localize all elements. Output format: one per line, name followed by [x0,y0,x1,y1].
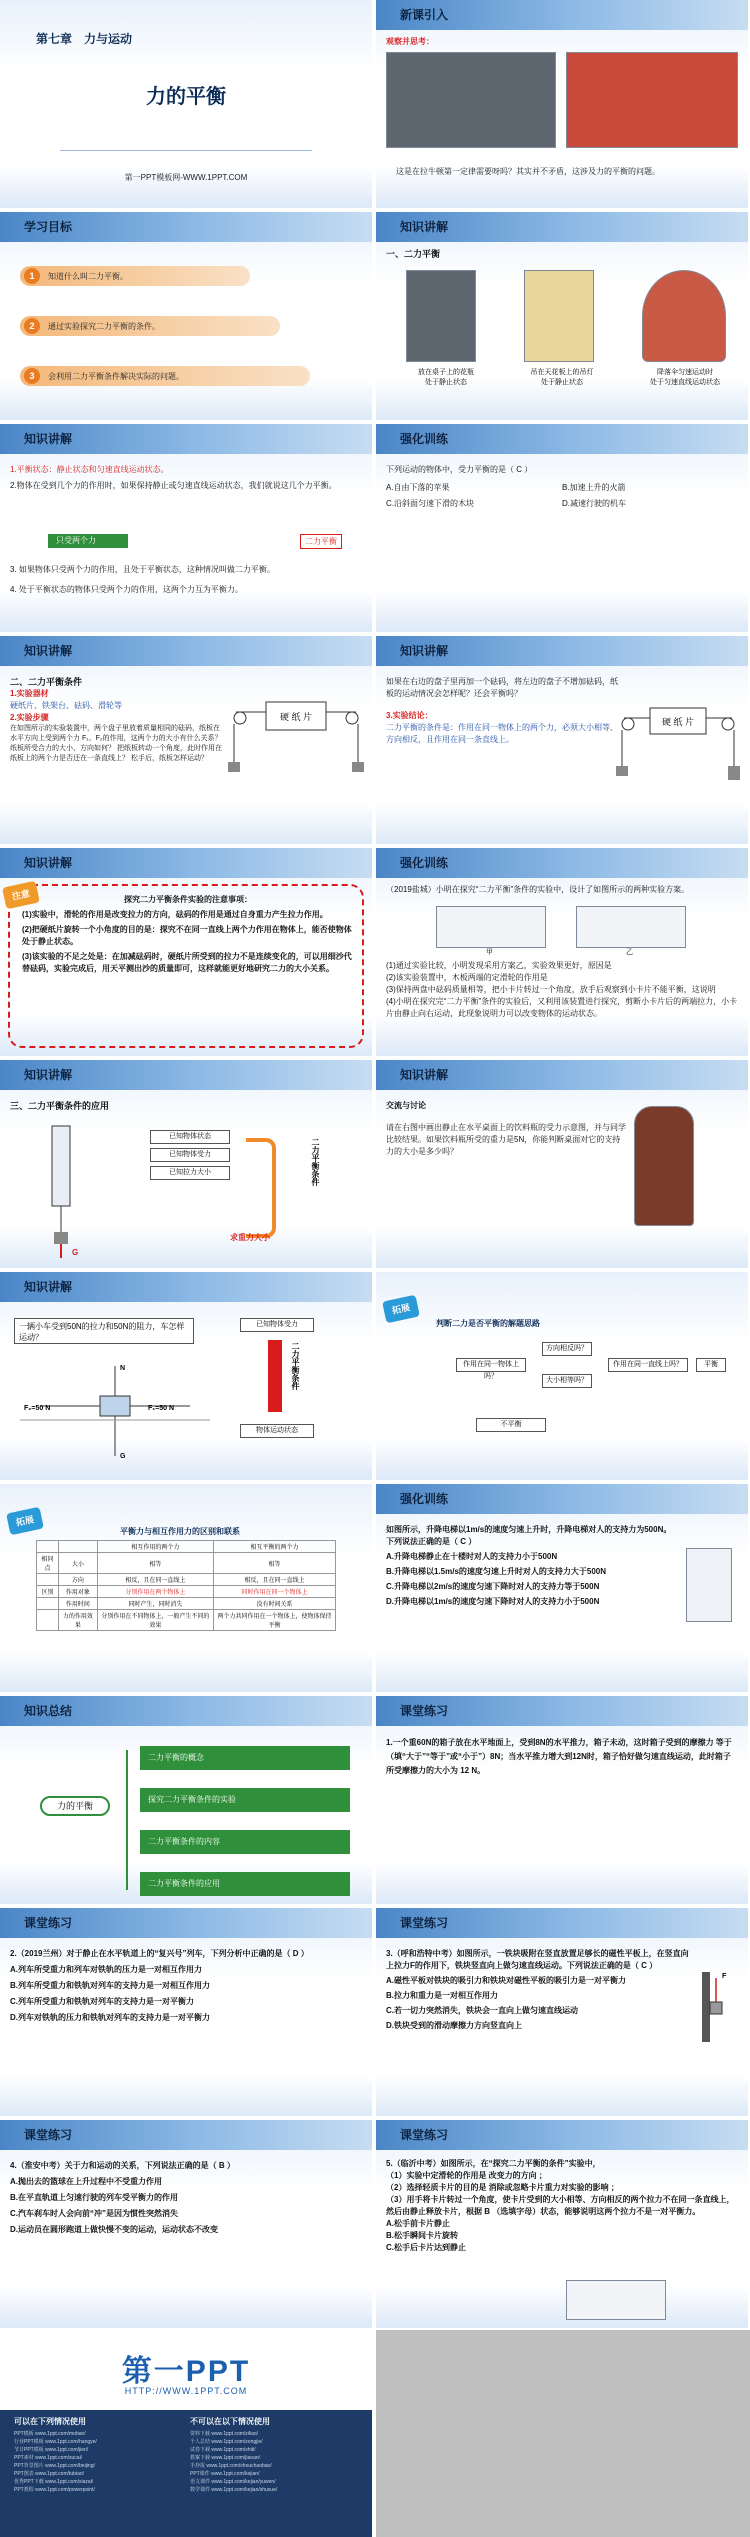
table-row [37,1586,336,1598]
label: 2.实验步骤 [10,713,49,722]
footer-link[interactable]: 行业PPT模板 www.1ppt.com/hangye/ [14,2439,97,2445]
cover-title: 力的平衡 [146,86,226,108]
goal-text: 知道什么叫二力平衡。 [48,272,128,281]
option: B.在平直轨道上匀速行驶的列车受平衡力的作用 [10,2193,178,2202]
force-label: F [722,1973,727,1980]
goal-item [20,266,250,286]
footer-link[interactable]: PPT模板 www.1ppt.com/moban/ [14,2431,86,2437]
box-two-forces: 只受两个力 [48,534,128,548]
spring-scale-diagram [40,1120,90,1260]
photo-vase [406,270,476,362]
item: (2)该实验装置中，木板两端的定滑轮的作用是 [386,973,548,982]
slide-header: 课堂练习 [400,2128,449,2142]
footer-link[interactable]: PPT素材 www.1ppt.com/sucai/ [14,2455,83,2461]
apparatus-diagram [226,692,366,782]
photo-parachute [642,270,726,362]
notes-title: 探究二力平衡条件实验的注意事项： [124,895,252,904]
slide-header: 知识讲解 [24,1068,73,1082]
review-item: 二力平衡条件的应用 [140,1872,350,1896]
slide-practice-3[interactable] [376,1484,748,1692]
footer-link[interactable]: PPT教程 www.1ppt.com/powerpoint/ [14,2487,95,2493]
item: (4)小明在探究完“二力平衡”条件的实验后，又利用该装置进行探究，剪断小卡片后的两端拉力，小卡片由静止向右运动，此现象说明力可以改变物体的运动状态。 [386,997,738,1018]
figure-b [576,906,686,948]
option: C.汽车刹车时人会向前“冲”是因为惯性突然消失 [10,2209,178,2218]
table-cell [37,1610,59,1631]
option: A.列车所受重力和列车对铁轨的压力是一对相互作用力 [10,1965,202,1974]
intro-question: 这是在拉牛顿第一定律需要呀吗？其实并不矛盾，这涉及力的平衡的问题。 [396,167,660,176]
slide-knowledge-6[interactable] [376,1060,748,1268]
table-cell: 相互平衡的两个力 [214,1541,336,1553]
expand-badge: 拓展 [382,1295,420,1324]
goal-text: 会利用二力平衡条件解决实际的问题。 [48,372,184,381]
apparatus-diagram [616,702,740,782]
footer-link[interactable]: 语文课件 www.1ppt.com/kejian/yuwen/ [190,2479,276,2485]
table-cell: 相反，且在同一直线上 [214,1574,336,1586]
slide-header: 知识讲解 [24,432,73,446]
photo-bottle [634,1106,694,1226]
table-row [37,1610,336,1631]
section-title: 三、二力平衡条件的应用 [10,1101,110,1111]
option: C.升降电梯以2m/s的速度匀速下降时对人的支持力等于500N [386,1582,600,1591]
option: D.铁块受到的滑动摩擦力方向竖直向上 [386,2021,522,2030]
slide-class-4[interactable] [0,2120,372,2328]
goal-number: 2 [24,318,40,334]
option: A.抛出去的篮球在上升过程中不受重力作用 [10,2177,162,2186]
slide-notes[interactable] [0,848,372,1056]
table-cell: 区别 [37,1586,59,1598]
option: D.升降电梯以1m/s的速度匀速下降时对人的支持力小于500N [386,1597,600,1606]
option: A.磁性平板对铁块的吸引力和铁块对磁性平板的吸引力是一对平衡力 [386,1976,626,1985]
table-cell: 同时作用在同一个物体上 [214,1586,336,1598]
slide-header: 知识讲解 [24,856,73,870]
table-cell: 相同点 [37,1553,59,1574]
flow-node: 方向相反吗？ [542,1342,592,1356]
slide-header: 强化训练 [400,1492,449,1506]
bracket [126,1750,128,1890]
summary-title: 判断二力是否平衡的解题思路 [436,1319,540,1328]
photo-car [566,52,738,148]
g-label: G [72,1248,79,1257]
slide-header: 知识讲解 [24,1280,73,1294]
footer-link[interactable]: PPT背景图片 www.1ppt.com/beijing/ [14,2463,95,2469]
footer-link[interactable]: 手抄报 www.1ppt.com/shouchaobao/ [190,2463,272,2469]
footer-link[interactable]: PPT课件 www.1ppt.com/kejian/ [190,2471,260,2477]
footer-link[interactable]: 资料下载 www.1ppt.com/ziliao/ [190,2431,259,2437]
question: （2019盐城）小明在探究“二力平衡”条件的实验中，设计了如图所示的两种实验方案。 [386,885,690,894]
slide-summary-1[interactable] [376,1272,748,1480]
slide-class-3[interactable] [376,1908,748,2116]
flow-box: 已知物体受力 [240,1318,314,1332]
force-label: G [120,1453,126,1460]
magnet-board-diagram [698,1972,738,2042]
table-cell [37,1598,59,1610]
para: 1.平衡状态：静止状态和匀速直线运动状态。 [10,465,169,474]
footer-link[interactable]: 节日PPT模板 www.1ppt.com/jieri/ [14,2447,89,2453]
photo-lamp [524,270,594,362]
slide-class-1[interactable] [376,1696,748,1904]
table-cell: 没有时间关系 [214,1598,336,1610]
footer-url[interactable]: HTTP://WWW.1PPT.COM [124,2386,248,2396]
section-title: 二、二力平衡条件 [10,677,83,687]
item: A.松手前卡片静止 [386,2219,450,2228]
slide-footer[interactable] [0,2330,372,2537]
table-cell: 相等 [214,1553,336,1574]
force-label: F₁=50 N [148,1405,175,1412]
table-cell: 相反，且在同一直线上 [97,1574,213,1586]
table-row [37,1598,336,1610]
slide-knowledge-2[interactable] [0,424,372,632]
table-cell: 同时产生，同时消失 [97,1598,213,1610]
item: B.松手瞬间卡片旋转 [386,2231,458,2240]
slide-knowledge-7[interactable] [0,1272,372,1480]
equipment: 硬纸片、铁架台、砝码、滑轮等 [10,701,122,710]
para: 如果在右边的盘子里再加一个砝码，将左边的盘子不增加砝码，纸板的运动情况会怎样呢？还会平衡吗？ [386,677,618,698]
slide-header: 强化训练 [400,856,449,870]
slide-header: 课堂练习 [24,2128,73,2142]
item: （1）实验中定滑轮的作用是 改变力的方向 ； [386,2171,547,2180]
table-cell: 作用时间 [59,1598,98,1610]
slide-header: 知识讲解 [400,220,449,234]
compare-title: 平衡力与相互作用力的区别和联系 [120,1527,240,1536]
slide-header: 知识总结 [24,1704,73,1718]
section-title: 一、二力平衡 [386,249,441,259]
question: 4.（淮安中考）关于力和运动的关系，下列说法正确的是（ B ） [10,2161,235,2170]
result-label: 求重力大小 [230,1233,270,1242]
slide-cover[interactable] [0,0,372,208]
option: B.拉力和重力是一对相互作用力 [386,1991,498,2000]
figure-label: 甲 [486,949,493,956]
review-item: 二力平衡的概念 [140,1746,350,1770]
footer-link[interactable]: 个人总结 www.1ppt.com/zongjie/ [190,2439,263,2445]
footer-link[interactable]: 试卷下载 www.1ppt.com/shiti/ [190,2447,256,2453]
question: 1.一个重60N的箱子放在水平地面上，受到8N的水平推力，箱子未动，这时箱子受到的摩擦力 等于 （填“大于”“等于”或“小于”）8N；当水平推力增大到12N时，箱子恰好做匀速直线运动，此时箱子所受摩擦力的大小为 12 N。 [386,1738,732,1775]
figure-a [436,906,546,948]
item: （2）选择轻质卡片的目的是 消除或忽略卡片重力对实验的影响 ； [386,2183,619,2192]
flow-node: 作用在同一直线上吗？ [608,1358,688,1372]
slide-header: 知识讲解 [400,1068,449,1082]
goal-item [20,366,310,386]
slide-header: 课堂练习 [24,1916,73,1930]
prompt: 观察并思考： [386,37,434,46]
side-label: 二力平衡条件 [291,1342,300,1390]
figure-elevator [686,1548,732,1622]
card-label: 硬 纸 片 [279,712,313,722]
slide-knowledge-5[interactable] [0,1060,372,1268]
footer-heading: 可以在下列情况使用 [14,2417,86,2426]
table-cell: 方向 [59,1574,98,1586]
para: 2.物体在受到几个力的作用时，如果保持静止或匀速直线运动状态，我们就说这几个力平衡。 [10,481,337,490]
question: 如图所示，升降电梯以1m/s的速度匀速上升时，升降电梯对人的支持力为500N。下列说法正确的是（ C ） [386,1525,672,1546]
item: (3)保持两盘中砝码质量相等，把小卡片转过一个角度，放手后观察到小卡片不能平衡，这说明 [386,985,716,994]
cover-site: 第一PPT模板网-WWW.1PPT.COM [124,173,248,182]
caption: 吊在天花板上的吊灯 处于静止状态 [530,369,594,386]
slide-header: 课堂练习 [400,1916,449,1930]
option: B.升降电梯以1.5m/s的速度匀速上升时对人的支持力大于500N [386,1567,607,1576]
table-cell: 分别作用在两个物体上 [97,1586,213,1598]
table-cell: 大小 [59,1553,98,1574]
footer-links-right [190,2430,277,2494]
caption: 放在桌子上的花瓶 处于静止状态 [418,369,474,386]
label: 3.实验结论： [386,711,433,720]
flow-arrow [246,1138,276,1238]
option: C.若一切力突然消失，铁块会一直向上做匀速直线运动 [386,2006,578,2015]
slide-practice-1[interactable] [376,424,748,632]
slide-compare[interactable] [0,1484,372,1692]
para: 请在右图中画出静止在水平桌面上的饮料瓶的受力示意图，并与同学比较结果。如果饮料瓶所受的重力是5N，你能判断桌面对它的支持力的大小是多少吗？ [386,1123,626,1156]
force-label: F₂=50 N [24,1405,51,1412]
table-cell [37,1574,59,1586]
slide-class-2[interactable] [0,1908,372,2116]
table-cell [37,1541,59,1553]
note: (3)该实验的不足之处是：在加减砝码时，硬纸片所受到的拉力不是连续变化的，可以用细沙代替砝码，实验完成后，用天平测出沙的质量即可，这样就能更好地研究二力的大小关系。 [22,952,352,973]
slide-header: 课堂练习 [400,1704,449,1718]
slide-header: 学习目标 [24,220,73,234]
table-cell: 相互作用的两个力 [97,1541,213,1553]
question-box: 一辆小车受到50N的拉力和50N的阻力，车怎样运动？ [14,1318,194,1344]
slide-header: 知识讲解 [400,644,449,658]
note-badge: 注意 [2,881,40,910]
side-label: 二力平衡条件 [311,1138,320,1186]
chapter-label: 第七章 力与运动 [36,32,133,46]
review-center: 力的平衡 [40,1796,110,1816]
photo-tug [386,52,556,148]
para: 3. 如果物体只受两个力的作用，且处于平衡状态，这种情况叫做二力平衡。 [10,565,275,574]
slide-header: 强化训练 [400,432,449,446]
option: B.加速上升的火箭 [562,483,626,492]
question: 下列运动的物体中，受力平衡的是（ C ） [386,465,533,474]
flow-node: 不平衡 [476,1418,546,1432]
footer-link[interactable]: 优秀PPT下载 www.1ppt.com/xiazai/ [14,2479,94,2485]
table-cell: 两个力共同作用在一个物体上，使物体保持平衡 [214,1610,336,1631]
footer-link[interactable]: 教案下载 www.1ppt.com/jiaoan/ [190,2455,261,2461]
footer-logo: 第一PPT [121,2355,251,2388]
slide-review[interactable] [0,1696,372,1904]
goal-text: 通过实验探究二力平衡的条件。 [48,322,160,331]
slide-knowledge-4[interactable] [376,636,748,844]
question: 5.（临沂中考）如图所示，在“探究二力平衡的条件”实验中， [386,2159,601,2168]
question: 2.（2019兰州）对于静止在水平轨道上的“复兴号”列车，下列分析中正确的是（ D ） [10,1949,309,1958]
sub-title: 交流与讨论 [386,1101,426,1110]
flow-node: 大小相等吗？ [542,1374,592,1388]
flow-box: 已知物体受力 [150,1148,230,1162]
flow-node: 作用在同一物体上吗？ [456,1358,526,1372]
table-cell: 力的作用效果 [59,1610,98,1631]
note: (1)实验中，滑轮的作用是改变拉力的方向，砝码的作用是通过自身重力产生拉力作用。 [22,910,328,919]
flow-box: 已知物体状态 [150,1130,230,1144]
slide-header: 知识讲解 [24,644,73,658]
para: 4. 处于平衡状态的物体只受两个力的作用，这两个力互为平衡力。 [10,585,243,594]
footer-link[interactable]: PPT图表 www.1ppt.com/tubiao/ [14,2471,85,2477]
goal-number: 3 [24,368,40,384]
flow-arrow [268,1340,282,1412]
table-row [37,1553,336,1574]
box-balance: 二力平衡 [300,534,342,549]
review-item: 二力平衡条件的内容 [140,1830,350,1854]
figure-card-test [566,2280,666,2320]
steps-text: 在如图所示的实验装置中，两个盘子里放着质量相同的砝码，纸板在水平方向上受到两个力 F₁、F₂的作用，这两个力的大小有什么关系？纸板所受合力的大小、方向如何？ 把纸板转动一个角度，此时作用在纸板上的两个力是否还在一条直线上？ 松手后，纸板怎样运动？ [10,725,222,762]
table-row [37,1574,336,1586]
slide-goals[interactable] [0,212,372,420]
conclusion: 二力平衡的条件是：作用在同一物体上的两个力，必须大小相等、方向相反，且作用在同一条直线上。 [386,723,618,744]
note: (2)把硬纸片旋转一个小角度的目的是：探究不在同一直线上两个力作用在物体上，能否使物体处于静止状态。 [22,925,352,946]
flow-box: 物体运动状态 [240,1424,314,1438]
option: C.列车所受重力和铁轨对列车的支持力是一对平衡力 [10,1997,194,2006]
slide-header: 新课引入 [400,8,449,22]
expand-badge: 拓展 [6,1507,44,1536]
review-item: 探究二力平衡条件的实验 [140,1788,350,1812]
slide-class-5[interactable] [376,2120,748,2328]
option: A.升降电梯静止在十楼时对人的支持力小于500N [386,1552,558,1561]
table-cell: 分别作用在不同物体上，一般产生不同的效果 [97,1610,213,1631]
table-cell: 作用对象 [59,1586,98,1598]
card-label: 硬 纸 片 [661,717,695,727]
goal-item [20,316,280,336]
flow-node: 平衡 [696,1358,726,1372]
label: 1.实验器材 [10,689,49,698]
item: (1)通过实验比较，小明发现采用方案乙，实验效果更好，原因是 [386,961,612,970]
table-cell [59,1541,98,1553]
slide-knowledge-3[interactable] [0,636,372,844]
figure-label: 乙 [626,949,633,956]
option: A.自由下落的苹果 [386,483,450,492]
footer-links-left [14,2430,97,2494]
compare-table [36,1540,336,1631]
flow-box: 已知拉力大小 [150,1166,230,1180]
option: B.列车所受重力和铁轨对列车的支持力是一对相互作用力 [10,1981,210,1990]
force-label: N [120,1365,126,1372]
table-cell: 相等 [97,1553,213,1574]
divider [60,150,312,151]
goal-number: 1 [24,268,40,284]
empty-area [376,2330,750,2537]
item: C.松手后卡片达到静止 [386,2243,466,2252]
option: D.运动员在圆形跑道上做快慢不变的运动，运动状态不改变 [10,2225,218,2234]
footer-heading: 不可以在以下情况使用 [190,2417,270,2426]
question: 3.（呼和浩特中考）如图所示，一铁块吸附在竖直放置足够长的磁性平板上，在竖直向上拉力F的作用下，铁块竖直向上做匀速直线运动。下列说法正确的是（ C ） [386,1949,689,1970]
caption: 降落伞匀速运动时 处于匀速直线运动状态 [650,369,720,386]
option: D.列车对铁轨的压力和铁轨对列车的支持力是一对平衡力 [10,2013,210,2022]
option: C.沿斜面匀速下滑的木块 [386,499,474,508]
slide-knowledge-1[interactable] [376,212,748,420]
slide-practice-2[interactable] [376,848,748,1056]
item: （3）用手将卡片转过一个角度，使卡片受到的大小相等、方向相反的两个拉力不在同一条直线上，然后由静止释放卡片，根据 B （选填字母）状态，能够说明这两个拉力不是一对平衡力。 [386,2195,735,2216]
option: D.减速行驶的机车 [562,499,626,508]
slide-intro[interactable] [376,0,748,208]
footer-link[interactable]: 数学课件 www.1ppt.com/kejian/shuxue/ [190,2487,278,2493]
